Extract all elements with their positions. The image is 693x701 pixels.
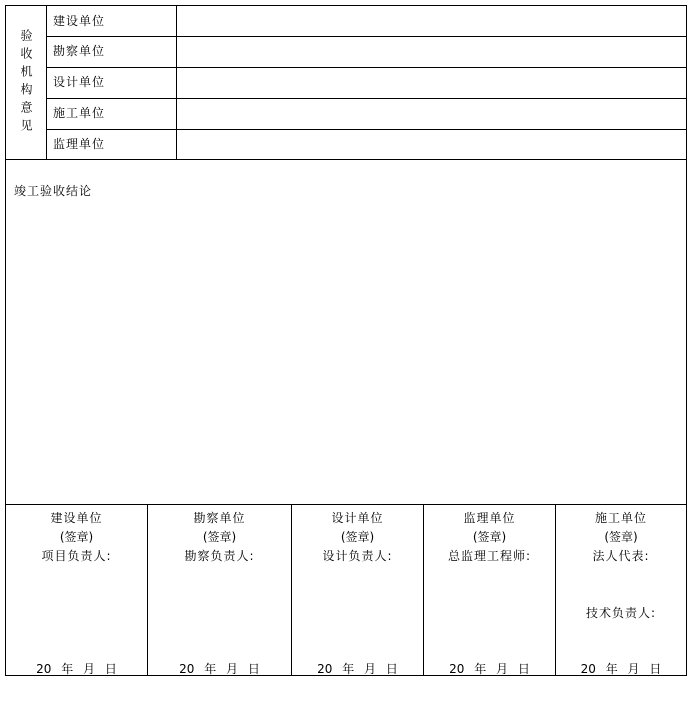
signature-seal: (签章) [202,530,237,544]
signature-unit: 勘察单位 [193,511,246,525]
signature-seal: (签章) [59,530,94,544]
opinion-unit-design: 设计单位 [53,75,106,89]
divider [6,159,686,160]
signature-block-design [292,506,423,676]
opinion-value-contractor[interactable] [178,98,686,129]
opinion-unit-supervision: 监理单位 [53,137,106,151]
acceptance-form [5,5,687,676]
signature-unit: 设计单位 [331,511,384,525]
signature-seal: (签章) [472,530,507,544]
signature-unit: 建设单位 [50,511,103,525]
conclusion-label: 竣工验收结论 [14,184,93,198]
signature-role: 勘察负责人: [184,549,255,563]
conclusion-text[interactable] [14,202,678,498]
signature-block-supervision [424,506,555,676]
opinion-side-label: 验收机构意见 [19,28,33,137]
signature-seal: (签章) [340,530,375,544]
signature-block-construction [6,506,147,676]
signature-date: 20 年 月 日 [580,662,662,676]
signature-role-secondary: 技术负责人: [585,606,657,620]
signature-unit: 监理单位 [463,511,516,525]
signature-date: 20 年 月 日 [179,662,260,676]
signature-date: 20 年 月 日 [449,662,530,676]
divider [46,6,47,159]
signature-block-contractor [556,506,686,676]
signature-date: 20 年 月 日 [317,662,398,676]
opinion-value-design[interactable] [178,67,686,98]
opinion-unit-survey: 勘察单位 [53,44,106,58]
signature-role: 设计负责人: [322,549,393,563]
signature-seal: (签章) [604,530,638,544]
divider [6,504,686,505]
opinion-unit-contractor: 施工单位 [53,106,106,120]
opinion-unit-construction: 建设单位 [53,14,106,28]
signature-date: 20 年 月 日 [36,662,117,676]
opinion-value-construction[interactable] [178,6,686,37]
signature-role: 总监理工程师: [447,549,532,563]
opinion-value-supervision[interactable] [178,129,686,160]
signature-role: 法人代表: [592,549,650,563]
opinion-value-survey[interactable] [178,36,686,67]
signature-unit: 施工单位 [594,511,647,525]
signature-role: 项目负责人: [41,549,112,563]
signature-block-survey [148,506,291,676]
